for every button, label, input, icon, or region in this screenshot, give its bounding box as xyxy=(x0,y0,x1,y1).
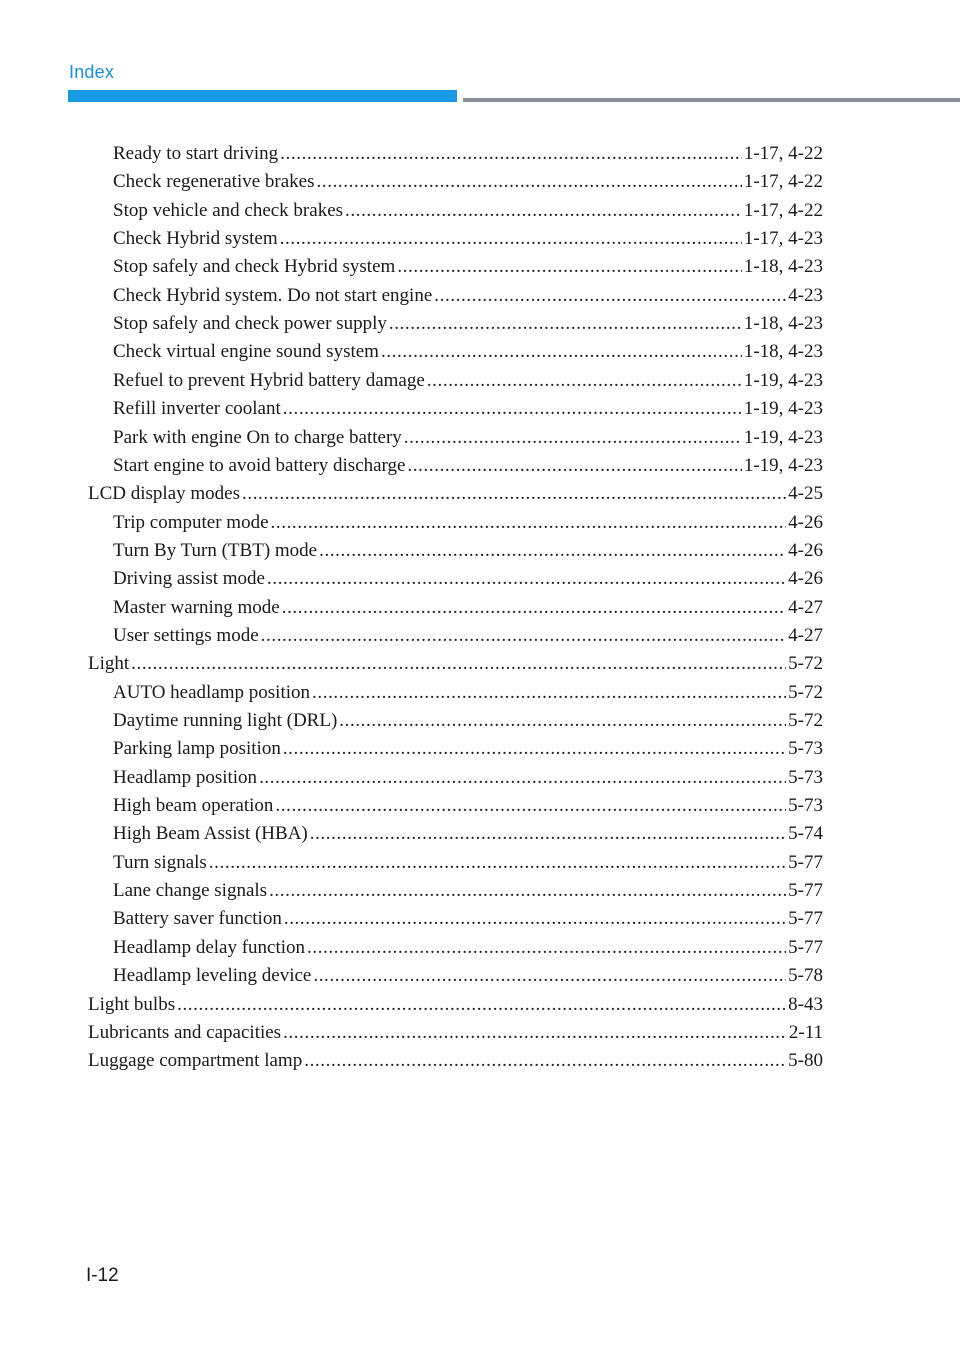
dot-leader xyxy=(317,168,742,196)
dot-leader xyxy=(319,537,786,565)
index-entry-label: High beam operation xyxy=(113,795,274,817)
index-entry xyxy=(88,1019,823,1047)
index-entry-label: Luggage compartment lamp xyxy=(88,1050,303,1072)
index-entry-pages: 4-26 xyxy=(788,511,823,533)
dot-leader xyxy=(389,310,742,338)
index-entry xyxy=(113,197,823,225)
index-entry xyxy=(113,140,823,168)
index-entry-label: Trip computer mode xyxy=(113,511,269,533)
index-entry-pages: 5-78 xyxy=(788,965,823,987)
index-entry-pages: 1-19, 4-23 xyxy=(743,454,823,476)
dot-leader xyxy=(242,480,786,508)
index-entry xyxy=(113,509,823,537)
index-entry xyxy=(113,905,823,933)
index-entry-pages: 4-27 xyxy=(788,624,823,646)
dot-leader xyxy=(312,679,786,707)
index-entry-label: AUTO headlamp position xyxy=(113,681,311,703)
index-entry xyxy=(113,565,823,593)
index-entry xyxy=(113,877,823,905)
index-entry-pages: 4-26 xyxy=(788,539,823,561)
dot-leader xyxy=(307,934,786,962)
index-entry-label: Stop vehicle and check brakes xyxy=(113,199,344,221)
index-entry-pages: 5-72 xyxy=(788,681,823,703)
index-entry-pages: 1-19, 4-23 xyxy=(743,398,823,420)
index-entry xyxy=(113,424,823,452)
index-entry xyxy=(113,452,823,480)
index-entry-pages: 5-72 xyxy=(788,653,823,675)
index-entry-pages: 5-72 xyxy=(788,710,823,731)
dot-leader xyxy=(404,424,742,452)
index-entry xyxy=(113,764,823,792)
index-entry-label: Battery saver function xyxy=(113,908,282,930)
index-entry-pages: 1-18, 4-23 xyxy=(743,313,823,335)
index-entry xyxy=(113,310,823,338)
dot-leader xyxy=(267,565,786,593)
index-entry xyxy=(113,707,823,735)
index-entry xyxy=(88,1047,823,1075)
index-entry-label: Check regenerative brakes xyxy=(113,171,315,193)
index-entry xyxy=(113,537,823,565)
dot-leader xyxy=(427,367,742,395)
footer-page-number: I-12 xyxy=(86,1265,119,1286)
index-entry-label: Start engine to avoid battery discharge xyxy=(113,454,406,476)
index-entry-label: Lubricants and capacities xyxy=(88,1021,282,1043)
index-entry-pages: 1-18, 4-23 xyxy=(743,256,823,278)
index-entry-label: Master warning mode xyxy=(113,596,280,618)
dot-leader xyxy=(397,253,742,281)
index-entry-label: Check virtual engine sound system xyxy=(113,341,379,363)
index-entry-label: Stop safely and check Hybrid system xyxy=(113,256,396,278)
dot-leader xyxy=(310,820,786,848)
index-entry-pages: 1-19, 4-23 xyxy=(743,369,823,391)
index-entry-label: Headlamp position xyxy=(113,766,258,788)
dot-leader xyxy=(131,650,786,678)
dot-leader xyxy=(275,792,786,820)
index-entry xyxy=(113,168,823,196)
dot-leader xyxy=(177,991,786,1019)
index-entry-label: Stop safely and check power supply xyxy=(113,313,387,335)
index-entry-label: User settings mode xyxy=(113,624,259,646)
index-entry-pages: 4-25 xyxy=(788,483,823,505)
index-entry-pages: 5-74 xyxy=(788,823,823,845)
index-entry xyxy=(113,367,823,395)
index-entry xyxy=(113,225,823,253)
index-entry-label: Light bulbs xyxy=(88,993,176,1015)
index-entry-pages: 5-77 xyxy=(788,908,823,930)
index-entry-label: Headlamp delay function xyxy=(113,936,306,958)
index-entry xyxy=(113,253,823,281)
index-entry-pages: 1-18, 4-23 xyxy=(743,341,823,363)
index-entry xyxy=(88,650,823,678)
index-entry-label: Park with engine On to charge battery xyxy=(113,426,402,448)
index-entry xyxy=(88,991,823,1019)
dot-leader xyxy=(271,509,787,537)
index-entry-label: Driving assist mode xyxy=(113,568,265,590)
dot-leader xyxy=(304,1047,786,1075)
header-divider-rule xyxy=(463,98,960,102)
index-entry-pages: 5-77 xyxy=(788,851,823,873)
index-entry-pages: 2-11 xyxy=(788,1021,823,1043)
index-entry-pages: 5-77 xyxy=(788,936,823,958)
index-entry xyxy=(113,934,823,962)
index-entry xyxy=(113,849,823,877)
index-entry xyxy=(113,622,823,650)
dot-leader xyxy=(283,735,786,763)
index-entry-label: LCD display modes xyxy=(88,483,240,505)
dot-leader xyxy=(269,877,786,905)
index-entry-label: Turn By Turn (TBT) mode xyxy=(113,539,318,561)
index-entry-pages: 5-77 xyxy=(788,880,823,902)
dot-leader xyxy=(407,452,741,480)
index-entry xyxy=(113,679,823,707)
dot-leader xyxy=(259,764,786,792)
dot-leader xyxy=(280,225,742,253)
index-entry-pages: 8-43 xyxy=(788,993,823,1015)
index-entry-pages: 5-73 xyxy=(788,795,823,817)
dot-leader xyxy=(283,1019,787,1047)
index-entry-label: High Beam Assist (HBA) xyxy=(113,823,308,845)
index-entry-label: Light xyxy=(88,653,130,675)
dot-leader xyxy=(381,338,742,366)
index-entry-pages: 1-17, 4-22 xyxy=(743,199,823,221)
index-entry-pages: 4-26 xyxy=(788,568,823,590)
index-entry xyxy=(113,962,823,990)
dot-leader xyxy=(434,282,786,310)
dot-leader xyxy=(209,849,786,877)
index-entry-label: Refuel to prevent Hybrid battery damage xyxy=(113,369,425,391)
index-entry-pages: 4-23 xyxy=(788,284,823,306)
dot-leader xyxy=(283,395,742,423)
index-entry-label: Refill inverter coolant xyxy=(113,398,281,420)
index-entry-label: Check Hybrid system. Do not start engine xyxy=(113,284,433,306)
index-entry-label: Lane change signals xyxy=(113,880,268,902)
index-entry xyxy=(113,282,823,310)
index-entry-label: Ready to start driving xyxy=(113,143,279,164)
dot-leader xyxy=(282,594,786,622)
index-entry-pages: 5-73 xyxy=(788,738,823,760)
index-entry-pages: 5-73 xyxy=(788,766,823,788)
index-entry xyxy=(113,594,823,622)
index-entry xyxy=(113,735,823,763)
section-label: Index xyxy=(69,62,115,82)
index-entry xyxy=(113,338,823,366)
index-entry-label: Turn signals xyxy=(113,851,207,873)
index-entry-pages: 1-17, 4-22 xyxy=(743,143,823,164)
header-accent-rule xyxy=(68,90,457,102)
index-entry-label: Headlamp leveling device xyxy=(113,965,312,987)
index-entry xyxy=(88,480,823,508)
index-entry-label: Daytime running light (DRL) xyxy=(113,710,338,731)
index-entry xyxy=(113,395,823,423)
index-entry-label: Parking lamp position xyxy=(113,738,281,760)
index-entry-pages: 4-27 xyxy=(788,596,823,618)
dot-leader xyxy=(339,707,786,735)
index-entry-label: Check Hybrid system xyxy=(113,228,278,250)
dot-leader xyxy=(345,197,742,225)
index-entry xyxy=(113,792,823,820)
index-entry-pages: 1-17, 4-23 xyxy=(743,228,823,250)
index-entry-pages: 5-80 xyxy=(788,1050,823,1072)
index-entry-pages: 1-17, 4-22 xyxy=(743,171,823,193)
dot-leader xyxy=(280,140,742,168)
dot-leader xyxy=(284,905,786,933)
dot-leader xyxy=(313,962,786,990)
dot-leader xyxy=(261,622,787,650)
index-entry-pages: 1-19, 4-23 xyxy=(743,426,823,448)
index-entry xyxy=(113,820,823,848)
